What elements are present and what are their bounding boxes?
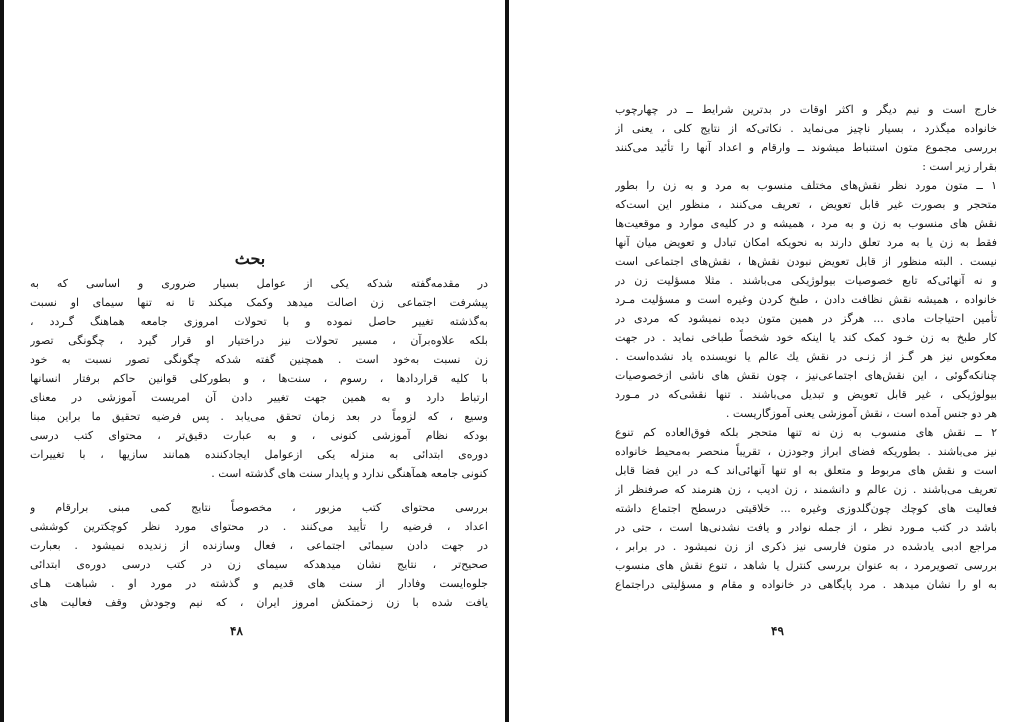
left-paragraph-1 <box>30 274 488 483</box>
text-line: خارج است و نیم دیگر و اکثر اوقات در بدترین شرایط ــ در چهارچوب <box>615 103 997 116</box>
text-line: نیست . البته منظور از قابل تعویض نبودن نقش‌ها ، نقش‌های اجتماعی است <box>615 255 997 268</box>
text-line: بررسی مجموع متون استنباط میشوند ــ وارقام و اعداد آنها را تأئید می‌کنند <box>615 141 997 154</box>
text-line: و نه آنهائی‌که تابع خصوصیات بیولوژیکی می‌باشند . مثلا مسؤلیت زن در <box>615 274 997 287</box>
text-line: تعریف می‌باشند . زن عالم و دانشمند ، زن ادیب ، زن هنرمند که صرفنظر از <box>615 483 997 496</box>
text-line: به‌گذشته تغییر حاصل نموده و با تحولات امروزی جامعه هماهنگ گـردد ، <box>30 315 488 328</box>
text-line: ۱ ــ متون مورد نظر نقش‌های مختلف منسوب به مرد و به زن را بطور <box>615 179 997 192</box>
text-line: کار طبخ به زن خـود کمک کند یا اینکه خود شخصاً طباخی نماید . در جهت <box>615 331 997 344</box>
text-line: بقرار زیر است : <box>922 160 997 173</box>
text-line: در مقدمه‌گفته شدکه یکی از عوامل بسیار ضروری و اساسی که به <box>30 277 488 290</box>
text-line: بررسی محتوای کتب مزبور ، مخصوصاً نتایج کمی مبنی برارقام و <box>30 501 488 514</box>
section-heading: بحث <box>234 249 266 268</box>
text-line: ارتباط دارد و به همین جهت تغییر دادن آن امریست آموزشی در معنای <box>30 391 488 404</box>
right-page <box>509 0 1017 722</box>
text-line: خانواده میگذرد ، بسیار ناچیز می‌نماید . نکاتی‌که از نتایج کلی ، یعنی از <box>615 122 997 135</box>
text-line: ۲ ــ نقش های منسوب به زن نه تنها متحجر بلکه فوق‌العاده کم تنوع <box>615 426 997 439</box>
right-body-text <box>615 100 997 594</box>
text-line: با کلیه قراردادها ، رسوم ، سنت‌ها ، و بطورکلی قوانین حاکم برفتار انسانها <box>30 372 488 385</box>
text-line: باشد در کتب مـورد نظر ، از جمله نوادر و یافت نشدنی‌ها است ، حتی در <box>615 521 997 534</box>
text-line: متحجر و بصورت غیر قابل تعویض ، تعریف می‌کنند ، منظور این است‌که <box>615 198 997 211</box>
text-line: نقش های منسوب به زن و به مرد ، همیشه و در کلیه‌ی موارد و موقعیت‌ها <box>615 217 997 230</box>
text-line: بیولوژیکی ، غیر قابل تعویض و تبدیل می‌باشند . تنها نقشی‌که در مـورد <box>615 388 997 401</box>
text-line: جلوه‌ایست وفادار از سنت های قدیم و گذشته در مورد او . شباهت هـای <box>30 577 488 590</box>
text-line: نیز می‌باشند . بطوریکه فضای ابراز وجودزن ، تقریباً منحصر به‌محیط خانواده <box>615 445 997 458</box>
text-line: است و نقش های مربوط و متعلق به او تنها آنهائی‌اند کـه در این فضا قابل <box>615 464 997 477</box>
text-line: فعالیت های کوچك چون‌گلدوزی وغیره ... خلاقیتی درسطح اجتماع داشته <box>615 502 997 515</box>
text-line: معکوس نیز هر گـز از زنـی در نقش یك عالم یا نویسنده یاد نشده‌است . <box>615 350 997 363</box>
text-line: تأمین احتیاجات مادی ... هرگز در همین متون دیده نمیشود که مردی در <box>615 312 997 325</box>
text-line: بلکه علاوه‌برآن ، مسیر تحولات نیز دراختیار او قرار گیرد ، چگونگی تصور <box>30 334 488 347</box>
page-number: ۴۹ <box>771 624 784 638</box>
left-paragraph-2 <box>30 498 488 612</box>
text-line: به او را نشان میدهد . مرد پایگاهی در خانواده و مقام و مسؤلیتی دراجتماع <box>615 578 997 591</box>
text-line: هر دو جنس آمده است ، نقش آموزشی یعنی آموزگاریست . <box>725 407 997 420</box>
text-line: چنانکه‌گوئی ، این نقش‌های اجتماعی‌نیز ، چون نقش های ناشی ازخصوصیات <box>615 369 997 382</box>
text-line: در جهت دادن سیمائی اجتماعی ، فعال وسازنده از زندیده نمیشود . بعبارت <box>30 539 488 552</box>
text-line: کنونی جامعه همآهنگی ندارد و پایدار سنت های گذشته است . <box>211 467 488 480</box>
text-line: صحیح‌تر ، نتایج نشان میدهدکه سیمای زن در کتب درسی دوره‌ی ابتدائی <box>30 558 488 571</box>
text-line: یافت شده با زن زحمتکش امروز ایران ، که نیم وجودش وقف فعالیت های <box>30 596 488 609</box>
text-line: فقط به زن یا به مرد تعلق دارند به نحویکه امکان تبادل و تعویض میان آنها <box>615 236 997 249</box>
left-page <box>4 0 505 722</box>
text-line: بررسی تصویرمرد ، به عنوان بررسی کنترل یا شاهد ، تنوع نقش های منسوب <box>615 559 997 572</box>
text-line: دوره‌ی ابتدائی به منزله یکی ازعوامل ایجادکننده همانند سازیها ، با تغییرات <box>30 448 488 461</box>
text-line: خانواده ، همیشه نقش نظافت دادن ، طبخ کردن وغیره است و مسؤلیت مـرد <box>615 293 997 306</box>
text-line: زن نسبت به‌خود است . همچنین گفته شدکه چگونگی تصور نسبت به خود <box>30 353 488 366</box>
text-line: وسیع ، که لزوماً در بعد زمان تحقق می‌یابد . پس فرضیه تحقیق ما براین مبنا <box>30 410 488 423</box>
text-line: اعداد ، فرضیه را تأیید می‌کنند . در محتوای مورد نظر کوچکترین کوششی <box>30 520 488 533</box>
page-number: ۴۸ <box>230 624 243 638</box>
text-line: بودکه نظام آموزشی کنونی ، و به عبارت دقیق‌تر ، محتوای کتب درسی <box>30 429 488 442</box>
text-line: مراجع ادبی یادشده در متون فارسی نیز ذکری از زن نمیشود . در برابر ، <box>615 540 997 553</box>
text-line: پیشرفت اجتماعی زن اصالت میدهد وکمک میکند تا نه تنها سیمای او نسبت <box>30 296 488 309</box>
